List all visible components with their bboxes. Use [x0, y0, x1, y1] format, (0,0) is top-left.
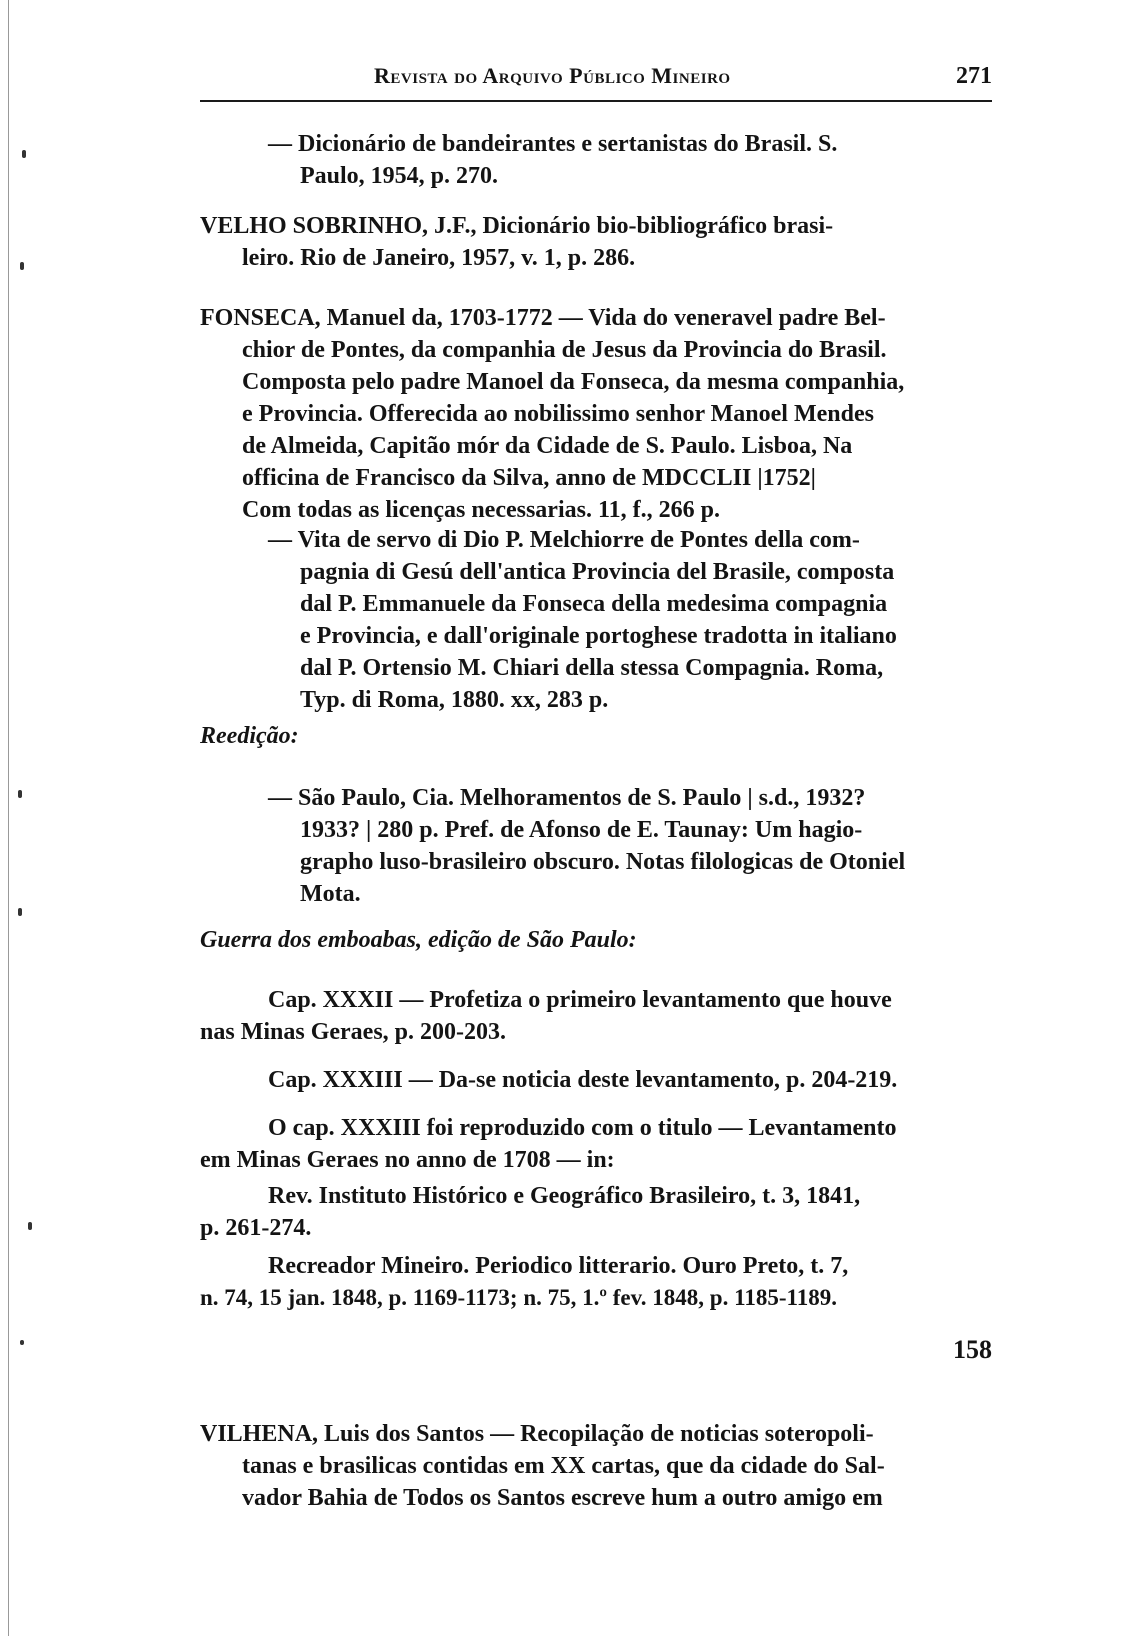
margin-speck: [28, 1222, 32, 1230]
text-line: nas Minas Geraes, p. 200-203.: [200, 1019, 506, 1045]
text-line: — Vita de servo di Dio P. Melchiorre de Pontes della com-: [268, 527, 860, 553]
text-line: officina de Francisco da Silva, anno de MDCCLII |1752|: [242, 465, 816, 491]
text-line: e Provincia, e dall'originale portoghese tradotta in italiano: [300, 623, 897, 649]
text-line: vador Bahia de Todos os Santos escreve hum a outro amigo em: [242, 1485, 883, 1511]
text-line: — São Paulo, Cia. Melhoramentos de S. Paulo | s.d., 1932?: [268, 785, 866, 811]
running-title: Revista do Arquivo Público Mineiro: [374, 63, 731, 88]
text-line: Typ. di Roma, 1880. xx, 283 p.: [300, 687, 609, 713]
text-line: dal P. Ortensio M. Chiari della stessa Compagnia. Roma,: [300, 655, 884, 681]
scan-edge-line: [8, 0, 9, 1636]
entry-sao-paulo-cia: [268, 782, 960, 910]
text-line: n. 74, 15 jan. 1848, p. 1169-1173; n. 75, 1.º fev. 1848, p. 1185-1189.: [200, 1285, 837, 1310]
entry-dicionario-bandeirantes: [268, 128, 958, 192]
entry-rev-instituto: [200, 1180, 960, 1244]
text-line: O cap. XXXIII foi reproduzido com o titulo — Levantamento: [268, 1115, 897, 1141]
reedicao-label: Reedição:: [200, 723, 299, 749]
page-number: 271: [956, 63, 992, 89]
margin-speck: [20, 1340, 24, 1345]
text-line: Recreador Mineiro. Periodico litterario. Ouro Preto, t. 7,: [268, 1253, 849, 1279]
entry-vilhena: [200, 1418, 960, 1514]
page-header: [200, 56, 992, 102]
text-line: tanas e brasilicas contidas em XX cartas, que da cidade do Sal-: [242, 1453, 885, 1479]
text-line: 1933? | 280 p. Pref. de Afonso de E. Taunay: Um hagio-: [300, 817, 863, 843]
text-line: VILHENA, Luis dos Santos — Recopilação de noticias soteropoli-: [200, 1421, 874, 1447]
text-line: Mota.: [300, 881, 361, 907]
text-line: dal P. Emmanuele da Fonseca della medesima compagnia: [300, 591, 888, 617]
text-line: Composta pelo padre Manoel da Fonseca, da mesma companhia,: [242, 369, 905, 395]
entry-cap-xxxii: [200, 984, 960, 1048]
entry-cap-reproduzido: [200, 1112, 960, 1176]
guerra-label: Guerra dos emboabas, edição de São Paulo:: [200, 927, 637, 953]
text-line: Cap. XXXIII — Da-se noticia deste levantamento, p. 204-219.: [268, 1067, 898, 1093]
text-line: pagnia di Gesú dell'antica Provincia del Brasile, composta: [300, 559, 895, 585]
text-line: Rev. Instituto Histórico e Geográfico Brasileiro, t. 3, 1841,: [268, 1183, 861, 1209]
entry-velho-sobrinho: [200, 210, 960, 274]
margin-speck: [20, 262, 24, 270]
text-line: — Dicionário de bandeirantes e sertanistas do Brasil. S.: [268, 131, 838, 157]
text-line: Cap. XXXII — Profetiza o primeiro levantamento que houve: [268, 987, 892, 1013]
text-line: Paulo, 1954, p. 270.: [300, 163, 499, 189]
text-line: chior de Pontes, da companhia de Jesus da Provincia do Brasil.: [242, 337, 887, 363]
entry-fonseca: [200, 302, 960, 526]
signature-mark: 158: [953, 1335, 992, 1364]
margin-speck: [18, 908, 22, 916]
entry-recreador: [200, 1250, 960, 1314]
text-line: leiro. Rio de Janeiro, 1957, v. 1, p. 286.: [242, 245, 636, 271]
text-line: p. 261-274.: [200, 1215, 312, 1241]
text-line: VELHO SOBRINHO, J.F., Dicionário bio-bibliográfico brasi-: [200, 213, 834, 239]
margin-speck: [22, 150, 26, 158]
text-line: de Almeida, Capitão mór da Cidade de S. Paulo. Lisboa, Na: [242, 433, 853, 459]
text-line: em Minas Geraes no anno de 1708 — in:: [200, 1147, 615, 1173]
text-line: Com todas as licenças necessarias. 11, f., 266 p.: [242, 497, 720, 523]
text-line: FONSECA, Manuel da, 1703-1772 — Vida do veneravel padre Bel-: [200, 305, 886, 331]
text-line: e Provincia. Offerecida ao nobilissimo senhor Manoel Mendes: [242, 401, 874, 427]
entry-vita-servo: [268, 524, 960, 716]
text-line: grapho luso-brasileiro obscuro. Notas filologicas de Otoniel: [300, 849, 906, 875]
margin-speck: [18, 790, 22, 798]
entry-cap-xxxiii: [268, 1064, 960, 1096]
